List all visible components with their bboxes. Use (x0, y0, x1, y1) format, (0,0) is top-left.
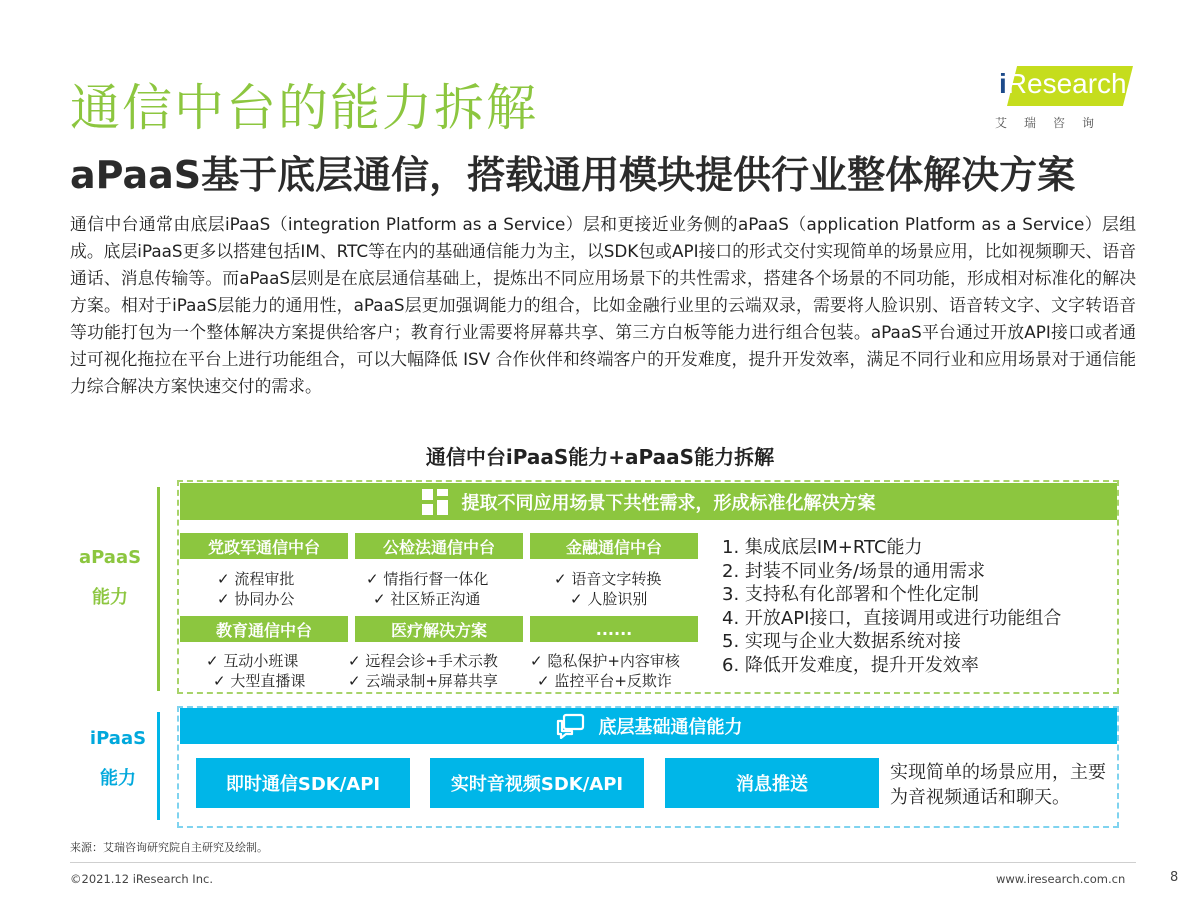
feature-item: ✓ 隐私保护+内容审核 (530, 652, 680, 670)
feature-item: ✓ 协同办公 (217, 590, 295, 608)
apaas-header-text: 提取不同应用场景下共性需求，形成标准化解决方案 (461, 492, 876, 514)
apaas-label-line1: aPaaS (78, 547, 142, 568)
capability-item: 4. 开放API接口，直接调用或进行功能组合 (722, 607, 1062, 629)
apaas-header (180, 483, 1117, 520)
capability-item: 6. 降低开发难度，提升开发效率 (722, 654, 979, 676)
feature-item: ✓ 语音文字转换 (554, 570, 662, 588)
apaas-label-line2: 能力 (92, 587, 128, 608)
page-number: 8 (1170, 870, 1179, 885)
feature-item: ✓ 流程审批 (217, 570, 295, 588)
capability-item: 2. 封装不同业务/场景的通用需求 (722, 560, 985, 582)
category-public-security: 公检法通信中台 (355, 533, 523, 559)
ipaas-header-text: 底层基础通信能力 (598, 717, 743, 738)
footer-divider (70, 862, 1136, 863)
capability-item: 1. 集成底层IM+RTC能力 (722, 537, 923, 558)
capability-item: 5. 实现与企业大数据系统对接 (722, 631, 961, 652)
copyright: ©2021.12 iResearch Inc. (70, 872, 213, 886)
iresearch-logo (993, 64, 1143, 136)
chat-bubbles-icon (555, 713, 585, 739)
feature-item: ✓ 远程会诊+手术示教 (348, 652, 498, 670)
feature-item: ✓ 云端录制+屏幕共享 (348, 672, 498, 690)
category-finance: 金融通信中台 (530, 533, 698, 559)
ipaas-description: 实现简单的场景应用，主要为音视频通话和聊天。 (890, 762, 1106, 808)
logo-wordmark: iResearch (999, 68, 1127, 99)
feature-item: ✓ 互动小班课 (206, 652, 299, 670)
apaas-capability-list (722, 536, 1061, 677)
feature-item: ✓ 监控平台+反欺诈 (537, 672, 672, 690)
ipaas-header (180, 708, 1117, 744)
source-note: 来源：艾瑞咨询研究院自主研究及绘制。 (70, 841, 268, 854)
rtc-sdk-box: 实时音视频SDK/API (430, 758, 644, 808)
feature-item: ✓ 社区矫正沟通 (373, 590, 481, 608)
page-subtitle: aPaaS基于底层通信，搭载通用模块提供行业整体解决方案 (70, 153, 1076, 197)
im-sdk-box: 即时通信SDK/API (196, 758, 410, 808)
category-education: 教育通信中台 (180, 616, 348, 642)
apps-grid-icon (422, 489, 448, 515)
figure-title: 通信中台iPaaS能力+aPaaS能力拆解 (425, 445, 775, 469)
ipaas-label-line1: iPaaS (89, 728, 147, 749)
feature-item: ✓ 人脸识别 (570, 590, 648, 608)
category-more: ...... (530, 616, 698, 642)
logo-chinese-name: 艾瑞咨询 (995, 116, 1112, 130)
apaas-side-bar (157, 487, 160, 691)
ipaas-label-line2: 能力 (100, 768, 136, 789)
intro-paragraph: 通信中台通常由底层iPaaS（integration Platform as a Service）层和更接近业务侧的aPaaS（application Platform as a Service）层组成。底层iPaaS更多以搭建包括IM、RTC等在内的基础通信能力为主，以SDK包或API接口的形式交付实现简单的场景应用，比如视频聊天、语音通话、消息传输等。而aPaaS层则是在底层通信基础上，提炼出不同应用场景下的共性需求，搭建各个场景的不同功能，形成相对标准化的解决方案。相对于iPaaS层能力的通用性，aPaaS层更加强调能力的组合，比如金融行业里的云端双录，需要将人脸识别、语音转文字、文字转语音等功能打包为一个整体解决方案提供给客户；教育行业需要将屏幕共享、第三方白板等能力进行组合包装。aPaaS平台通过开放API接口或者通过可视化拖拉在平台上进行功能组合，可以大幅降低 ISV 合作伙伴和终端客户的开发难度，提升开发效率，满足不同行业和应用场景对于通信能力综合解决方案快速交付的需求。 (70, 214, 1136, 396)
page-title: 通信中台的能力拆解 (70, 79, 538, 137)
feature-item: ✓ 情指行督一体化 (366, 570, 489, 588)
feature-item: ✓ 大型直播课 (213, 672, 306, 690)
push-box: 消息推送 (665, 758, 879, 808)
website-link[interactable]: www.iresearch.com.cn (996, 872, 1126, 886)
category-party-gov: 党政军通信中台 (180, 533, 348, 559)
capability-item: 3. 支持私有化部署和个性化定制 (722, 584, 979, 605)
category-medical: 医疗解决方案 (355, 616, 523, 642)
